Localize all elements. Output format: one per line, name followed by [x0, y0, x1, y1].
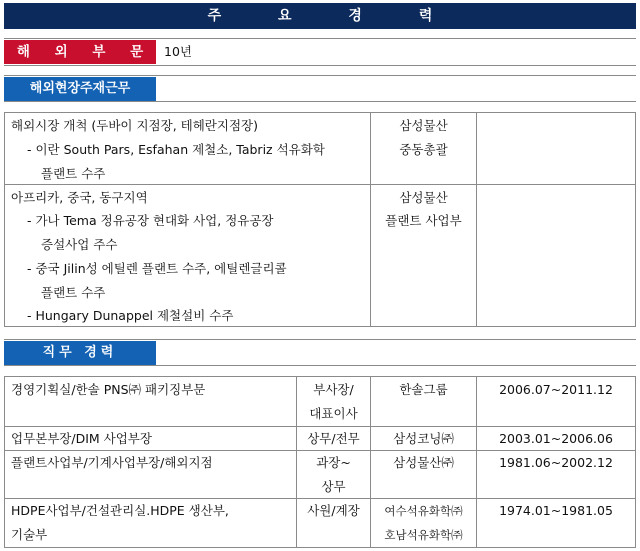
entry-company: 삼성물산	[399, 118, 448, 133]
entry-company: 삼성물산	[399, 190, 448, 205]
career-company: 삼성물산㈜	[393, 455, 454, 470]
career-position: 부사장/	[313, 382, 354, 397]
entry-line: 증설사업 주수	[41, 237, 118, 252]
career-dept: 경영기획실/한솔 PNS㈜ 패키징부문	[11, 382, 206, 397]
entry-line: - 가나 Tema 정유공장 현대화 사업, 정유공장	[27, 213, 274, 228]
career-company: 삼성코닝㈜	[393, 431, 454, 446]
entry-line: - 이란 South Pars, Esfahan 제철소, Tabriz 석유화학	[27, 142, 325, 157]
career-dept: HDPE사업부/건설관리실.HDPE 생산부,	[11, 503, 229, 518]
entry-line: - 중국 Jilin성 에틸렌 플랜트 수주, 에틸렌글리콜	[27, 261, 287, 276]
career-company: 여수석유화학㈜	[384, 504, 463, 518]
entry-company: 중동총괄	[399, 142, 448, 157]
career-position: 대표이사	[309, 406, 358, 421]
career-dept: 업무본부장/DIM 사업부장	[11, 431, 152, 446]
entry-line: - Hungary Dunappel 제철설비 수주	[27, 308, 234, 323]
career-position: 상무	[321, 479, 346, 494]
career-company: 호남석유화학㈜	[384, 528, 463, 542]
career-position: 상무/전무	[307, 431, 360, 446]
entry-line: 플랜트 수주	[41, 166, 106, 181]
entry-line: 해외시장 개척 (두바이 지점장, 테헤란지점장)	[11, 118, 258, 133]
career-dept: 기술부	[11, 527, 48, 542]
career-company: 한솔그룹	[399, 382, 448, 397]
career-label: 직무 경력	[4, 341, 156, 365]
career-period: 1974.01~1981.05	[499, 503, 613, 518]
career-position: 과장~	[316, 455, 351, 470]
career-position: 사원/계장	[307, 503, 360, 518]
career-period: 2003.01~2006.06	[499, 431, 613, 446]
overseas-duty-label: 해외현장주재근무	[4, 77, 156, 101]
entry-company: 플랜트 사업부	[385, 213, 462, 228]
career-period: 2006.07~2011.12	[499, 382, 613, 397]
entry-line: 아프리카, 중국, 동구지역	[11, 190, 148, 205]
career-dept: 플랜트사업부/기계사업부장/해외지점	[11, 455, 213, 470]
overseas-label: 해 외 부 문	[4, 40, 156, 64]
entry-line: 플랜트 수주	[41, 285, 106, 300]
page-title: 주 요 경 력	[4, 3, 636, 29]
overseas-years: 10년	[164, 44, 192, 59]
career-period: 1981.06~2002.12	[499, 455, 613, 470]
